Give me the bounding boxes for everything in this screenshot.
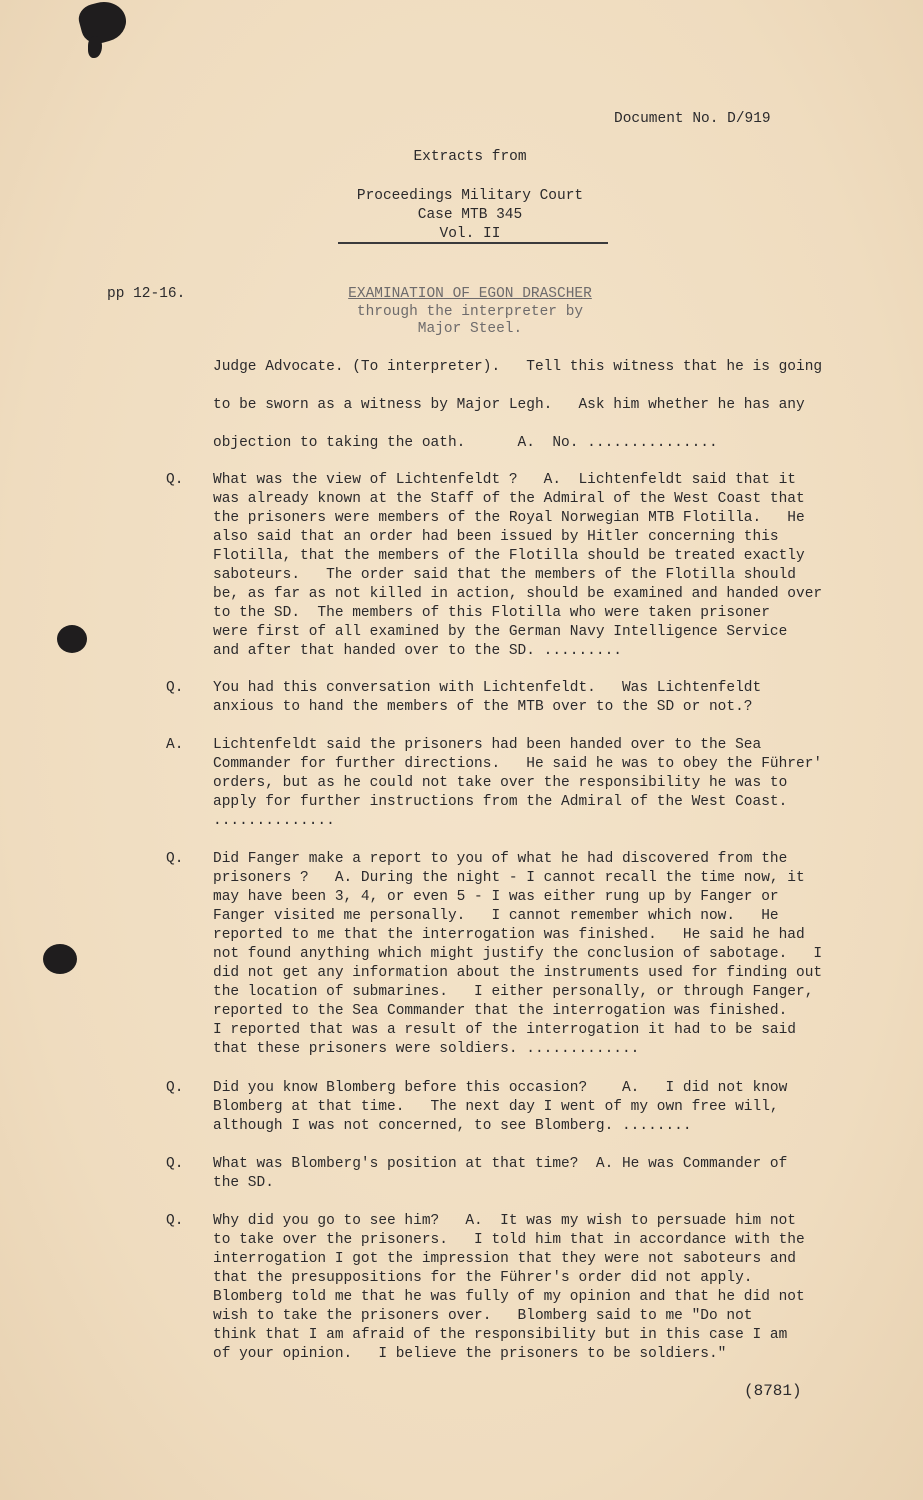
ink-blot-top-left-tip bbox=[88, 36, 102, 58]
qa-label: Q. bbox=[166, 851, 184, 867]
qa-label: Q. bbox=[166, 680, 184, 696]
intro-line-1: Judge Advocate. (To interpreter). Tell this witness that he is going bbox=[213, 359, 823, 375]
document-number: Document No. D/919 bbox=[614, 111, 771, 127]
qa-text: Why did you go to see him? A. It was my wish to persuade him not to take over the prisoners. I told him that in accordance with the interrogation I got the impression that they were not saboteurs and that the presuppositions for the Führer's order did not apply. Blomberg told me that he was fully of my opinion and that he did not wish to take the prisoners over. Blomberg said to me "Do not think that I am afraid of the responsibility but in this case I am of your opinion. I believe the prisoners to be soldiers." bbox=[213, 1213, 805, 1362]
page-reference: pp 12-16. bbox=[107, 286, 186, 302]
qa-label: Q. bbox=[166, 1213, 184, 1229]
punch-hole-lower bbox=[43, 944, 77, 974]
examination-title: EXAMINATION OF EGON DRASCHER bbox=[348, 286, 592, 302]
qa-label: Q. bbox=[166, 1156, 184, 1172]
examination-subtitle-2: Major Steel. bbox=[417, 321, 523, 337]
title-vol: Vol. II bbox=[439, 226, 501, 242]
title-extracts: Extracts from bbox=[413, 149, 527, 165]
qa-label: A. bbox=[166, 737, 184, 753]
title-proceedings: Proceedings Military Court bbox=[356, 188, 584, 204]
title-case: Case MTB 345 bbox=[417, 207, 523, 223]
qa-text: Did Fanger make a report to you of what he had discovered from the prisoners ? A. During the night - I cannot recall the time now, it may have been 3, 4, or even 5 - I was either rung up by Fanger or Fanger visited me personally. I cannot remember which now. He reported to me that the interrogation was finished. He said he had not found anything which might justify the conclusion of sabotage. I did not get any information about the instruments used for finding out the location of submarines. I either personally, or through Fanger, reported to the Sea Commander that the interrogation was finished. I reported that was a result of the interrogation it had to be said that these prisoners were soldiers. ............. bbox=[213, 851, 823, 1057]
examination-subtitle-1: through the interpreter by bbox=[356, 304, 584, 320]
intro-line-2: to be sworn as a witness by Major Legh. Ask him whether he has any bbox=[213, 397, 805, 413]
ink-blot-top-left bbox=[76, 0, 131, 47]
qa-text: What was Blomberg's position at that time? A. He was Commander of the SD. bbox=[213, 1156, 788, 1191]
qa-label: Q. bbox=[166, 1080, 184, 1096]
qa-text: You had this conversation with Lichtenfeldt. Was Lichtenfeldt anxious to hand the members of the MTB over to the SD or not.? bbox=[213, 680, 762, 715]
intro-line-3: objection to taking the oath. A. No. ............... bbox=[213, 435, 718, 451]
qa-text: Did you know Blomberg before this occasion? A. I did not know Blomberg at that time. The next day I went of my own free will, although I was not concerned, to see Blomberg. ........ bbox=[213, 1080, 788, 1134]
title-underline bbox=[338, 242, 608, 244]
qa-text: What was the view of Lichtenfeldt ? A. Lichtenfeldt said that it was already known at the Staff of the Admiral of the West Coast that the prisoners were members of the Royal Norwegian MTB Flotilla. He also said that an order had been issued by Hitler concerning this Flotilla, that the members of the Flotilla should be treated exactly saboteurs. The order said that the members of the Flotilla should be, as far as not killed in action, should be examined and handed over to the SD. The members of this Flotilla who were taken prisoner were first of all examined by the German Navy Intelligence Service and after that handed over to the SD. ......... bbox=[213, 472, 823, 659]
page-number: (8781) bbox=[744, 1382, 802, 1400]
qa-label: Q. bbox=[166, 472, 184, 488]
punch-hole-upper bbox=[57, 625, 87, 653]
qa-text: Lichtenfeldt said the prisoners had been handed over to the Sea Commander for further directions. He said he was to obey the Führer' orders, but as he could not take over the responsibility he was to apply for further instructions from the Admiral of the West Coast. .............. bbox=[213, 737, 823, 829]
